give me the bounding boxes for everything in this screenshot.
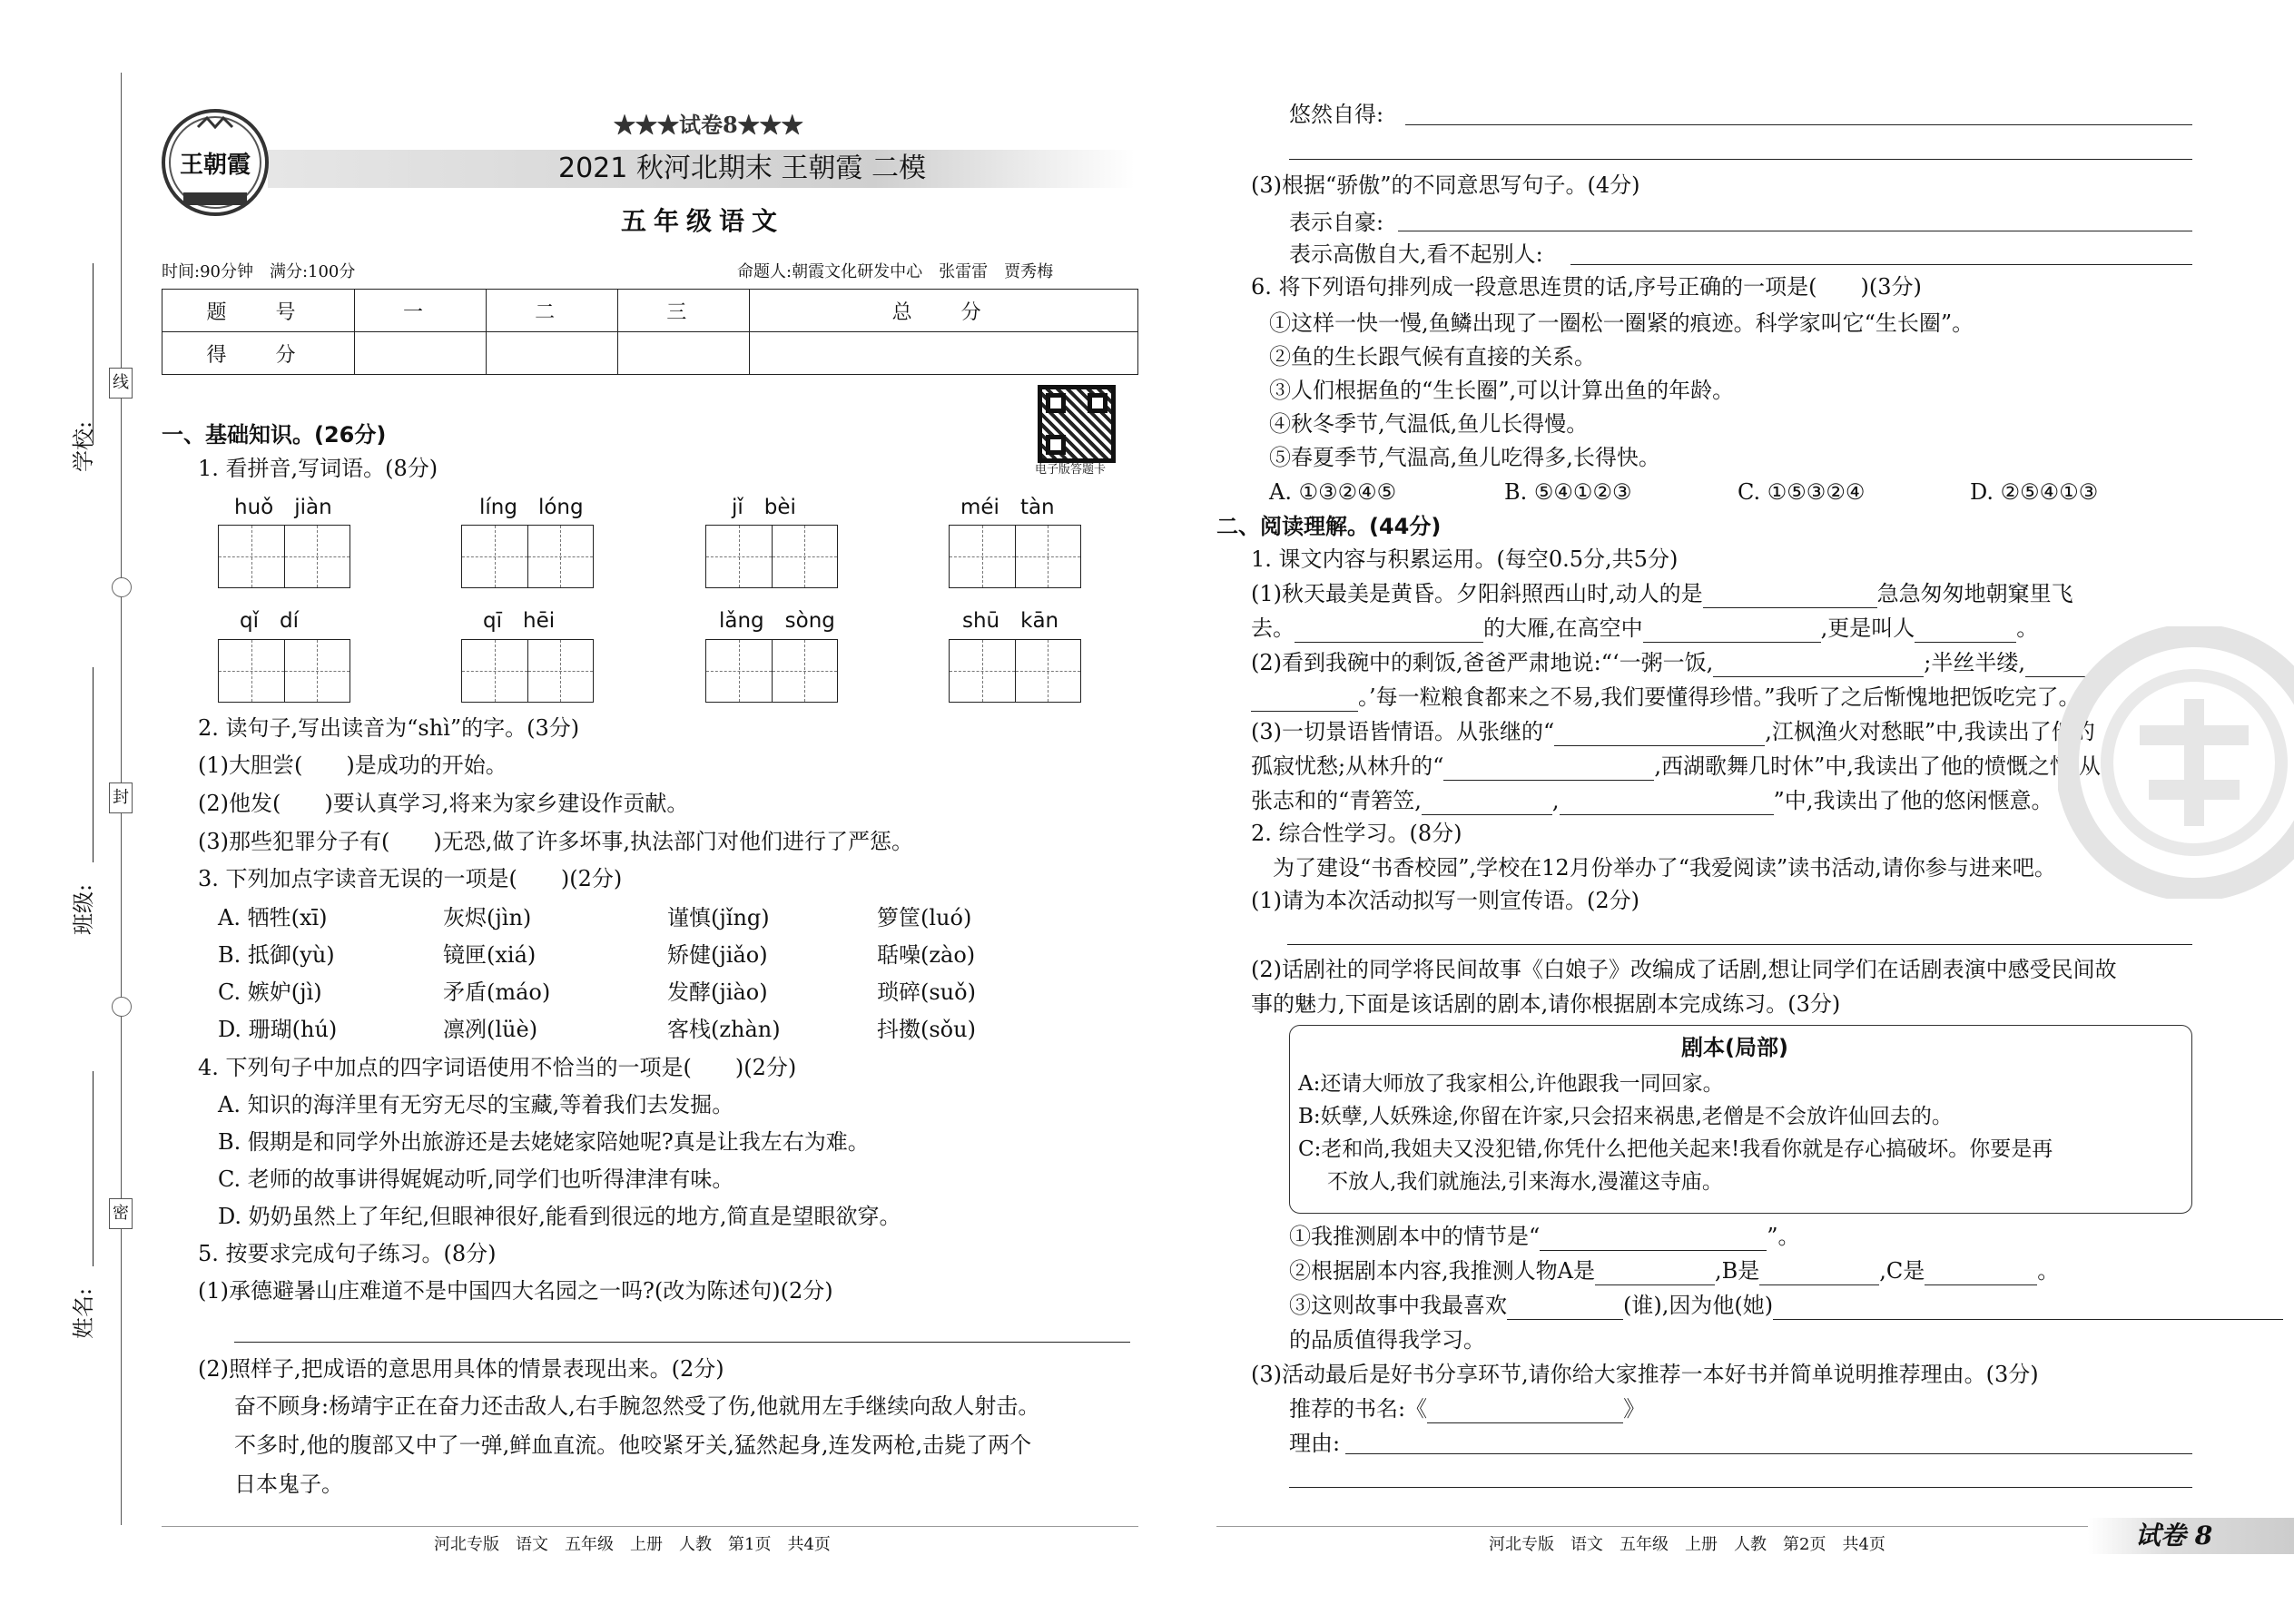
name-field[interactable] — [93, 1071, 94, 1266]
book-blank[interactable] — [1427, 1400, 1623, 1423]
writing-grid[interactable] — [705, 525, 838, 588]
paper-tag: ★★★试卷8★★★ — [614, 112, 803, 138]
time-info: 时间:90分钟 满分:100分 — [162, 262, 356, 281]
class-label: 班级: — [71, 883, 96, 935]
s2-q1-l3a: (2)看到我碗中的剩饭,爸爸严肃地说:“‘一粥一饭, — [1251, 650, 1714, 675]
q3-b-4: 聒噪(zào) — [877, 942, 976, 968]
q6-option-d: D. ②⑤④①③ — [1970, 479, 2099, 505]
q3-b-2: 镜匣(xiá) — [443, 942, 537, 968]
s2-q1-line4 — [1251, 683, 2081, 712]
book-line — [1289, 1394, 1645, 1423]
blank[interactable] — [1295, 619, 1483, 643]
pinyin-5: qǐ dí — [240, 609, 299, 633]
q1-title: 1. 看拼音,写词语。(8分) — [198, 456, 438, 481]
s2-text-b: ,B是 — [1714, 1258, 1760, 1284]
q3-b-1: B. 抵御(yù) — [218, 942, 335, 968]
blank[interactable] — [1713, 654, 1924, 677]
s2-q1-l7a: 张志和的“青箬笠, — [1251, 788, 1422, 813]
school-field[interactable] — [93, 263, 94, 445]
book-end: 》 — [1623, 1396, 1646, 1422]
book-label: 推荐的书名:《 — [1289, 1396, 1428, 1422]
q6-option-b: B. ⑤④①②③ — [1504, 479, 1632, 505]
script-line-a: A:还请大师放了我家相公,许他跟我一同回家。 — [1298, 1072, 1724, 1096]
s2-q2-p1: (1)请为本次活动拟写一则宣传语。(2分) — [1251, 888, 1639, 913]
q3-c-3: 发酵(jiào) — [667, 979, 768, 1005]
s2-q2-s1 — [1289, 1222, 1800, 1251]
reason-line-2[interactable] — [1289, 1487, 2192, 1488]
s3-text-a: ③这则故事中我最喜欢 — [1289, 1293, 1507, 1318]
blank[interactable] — [1507, 1296, 1623, 1320]
r-q3-b-line[interactable] — [1570, 264, 2192, 265]
blank[interactable] — [1773, 1296, 2283, 1320]
score-head-total: 总 分 — [750, 290, 1138, 332]
blank[interactable] — [1595, 1262, 1715, 1285]
s2-q1-l1b: 急急匆匆地朝窠里飞 — [1876, 581, 2073, 606]
q3-c-2: 矛盾(máo) — [443, 979, 551, 1005]
exam-title: 2021 秋河北期末 王朝霞 二模 — [558, 153, 926, 184]
youran-line-2[interactable] — [1289, 159, 2192, 160]
s2-text-a: ②根据剧本内容,我推测人物A是 — [1289, 1258, 1595, 1284]
logo-text: 王朝霞 — [179, 151, 251, 179]
writing-grid[interactable] — [461, 639, 594, 703]
blank[interactable] — [1643, 619, 1821, 643]
pinyin-1: huǒ jiàn — [234, 496, 332, 519]
q4-a: A. 知识的海洋里有无穷无尽的宝藏,等着我们去发掘。 — [218, 1092, 734, 1117]
s2-q1-l5b: ,江枫渔火对愁眠”中,我读出了他的 — [1765, 719, 2095, 744]
s2-text-c: ,C是 — [1879, 1258, 1925, 1284]
q6-option-a: A. ①③②④⑤ — [1269, 479, 1397, 505]
binding-hole-1 — [112, 577, 132, 597]
pinyin-7: lǎng sòng — [719, 609, 835, 633]
s2-q1-line5 — [1251, 717, 2095, 746]
q2-item-2: (2)他发( )要认真学习,将来为家乡建设作贡献。 — [198, 791, 689, 816]
school-label: 学校: — [71, 420, 96, 472]
r-q3-a-label: 表示自豪: — [1289, 210, 1384, 235]
pinyin-2: líng lóng — [479, 496, 584, 519]
blank[interactable] — [1560, 792, 1774, 815]
s2-q1-l2a: 去。 — [1251, 615, 1295, 641]
q3-c-4: 琐碎(suǒ) — [877, 979, 976, 1005]
writing-grid[interactable] — [705, 639, 838, 703]
watermark-seal-icon — [2058, 626, 2294, 899]
q5-example-1: 奋不顾身:杨靖宇正在奋力还击敌人,右手腕忽然受了伤,他就用左手继续向敌人射击。 — [234, 1393, 1040, 1419]
q2-item-3: (3)那些犯罪分子有( )无恐,做了许多坏事,执法部门对他们进行了严惩。 — [198, 829, 913, 854]
q3-a-2: 灰烬(jìn) — [443, 905, 532, 930]
youran-line-1[interactable] — [1405, 124, 2192, 125]
s2-q2-p2b: 事的魅力,下面是该话剧的剧本,请你根据剧本完成练习。(3分) — [1251, 991, 1841, 1017]
blank[interactable] — [1251, 688, 1358, 712]
score-head-1: 一 — [355, 290, 487, 332]
youran-label: 悠然自得: — [1289, 102, 1384, 127]
q6-item-1: ①这样一快一慢,鱼鳞出现了一圈松一圈紧的痕迹。科学家叫它“生长圈”。 — [1269, 310, 1974, 336]
writing-grid[interactable] — [949, 525, 1081, 588]
q5-part2: (2)照样子,把成语的意思用具体的情景表现出来。(2分) — [198, 1356, 724, 1382]
writing-grid[interactable] — [218, 525, 350, 588]
score-cell-1[interactable] — [355, 332, 487, 375]
q6-item-2: ②鱼的生长跟气候有直接的关系。 — [1269, 344, 1596, 369]
q4-c: C. 老师的故事讲得娓娓动听,同学们也听得津津有味。 — [218, 1166, 734, 1192]
q3-c-1: C. 嫉妒(jì) — [218, 979, 322, 1005]
qr-caption: 电子版答题卡 — [1035, 463, 1107, 477]
script-line-c2: 不放人,我们就施法,引来海水,漫灌这寺庙。 — [1327, 1170, 1723, 1194]
pinyin-6: qī hēi — [483, 609, 556, 633]
q6-item-4: ④秋冬季节,气温低,鱼儿长得慢。 — [1269, 411, 1589, 437]
brand-logo — [162, 109, 269, 216]
q3-title: 3. 下列加点字读音无误的一项是( )(2分) — [198, 866, 623, 891]
q3-b-3: 矫健(jiǎo) — [667, 942, 768, 968]
writing-grid[interactable] — [461, 525, 594, 588]
q3-d-1: D. 珊瑚(hú) — [218, 1017, 338, 1042]
s2-q1-l7b: , — [1551, 788, 1560, 813]
q3-d-4: 抖擞(sǒu) — [877, 1017, 976, 1042]
reason-line-1[interactable] — [1345, 1453, 2192, 1454]
s2-q1-l5a: (3)一切景语皆情语。从张继的“ — [1251, 719, 1555, 744]
script-line-c1: C:老和尚,我姐夫又没犯错,你凭什么把他关起来!我看你就是存心搞破坏。你要是再 — [1298, 1137, 2053, 1161]
binding-mark-secret: 密 — [109, 1198, 133, 1229]
class-field[interactable] — [93, 667, 94, 862]
q6-item-5: ⑤春夏季节,气温高,鱼儿吃得多,长得快。 — [1269, 445, 1660, 470]
s2-q2-s3c: 的品质值得我学习。 — [1289, 1327, 1485, 1353]
s2-q2-s2 — [1289, 1256, 2059, 1285]
blank[interactable] — [1422, 792, 1552, 815]
s2-q1-l2c: ,更是叫人 — [1820, 615, 1915, 641]
q5-answer-line-1[interactable] — [234, 1342, 1130, 1343]
blank[interactable] — [1915, 619, 2016, 643]
binding-hole-2 — [112, 997, 132, 1017]
s2-q2-title: 2. 综合性学习。(8分) — [1251, 821, 1462, 846]
s2-q1-line1 — [1251, 579, 2073, 608]
s2-q1-l6b: ,西湖歌舞几时休”中,我读出了他的愤慨之情;从 — [1654, 753, 2101, 779]
binding-mark-line: 线 — [109, 368, 133, 399]
footer-left: 河北专版 语文 五年级 上册 人教 第1页 共4页 — [434, 1535, 831, 1554]
score-cell-3[interactable] — [618, 332, 750, 375]
score-head-3: 三 — [618, 290, 750, 332]
script-line-b: B:妖孽,人妖殊途,你留在许家,只会招来祸患,老僧是不会放许仙回去的。 — [1298, 1105, 1953, 1128]
score-head-label: 题 号 — [162, 290, 355, 332]
left-page-bottom-line — [162, 1526, 1138, 1527]
binding-mark-seal: 封 — [109, 782, 133, 813]
q6-option-c: C. ①⑤③②④ — [1738, 479, 1866, 505]
footer-right: 河北专版 语文 五年级 上册 人教 第2页 共4页 — [1489, 1535, 1885, 1554]
blank[interactable] — [1443, 757, 1654, 781]
script-title: 剧本(局部) — [1681, 1035, 1788, 1060]
q4-title: 4. 下列句子中加点的四字词语使用不恰当的一项是( )(2分) — [198, 1055, 797, 1080]
s2-q1-line6 — [1251, 752, 2101, 781]
score-head-2: 二 — [487, 290, 618, 332]
reason-label: 理由: — [1289, 1431, 1341, 1456]
s2-q2-intro: 为了建设“书香校园”,学校在12月份举办了“我爱阅读”读书活动,请你参与进来吧。 — [1273, 855, 2056, 881]
blank[interactable] — [1925, 1262, 2037, 1285]
q2-item-1: (1)大胆尝( )是成功的开始。 — [198, 753, 507, 778]
section2-title: 二、阅读理解。(44分) — [1216, 514, 1442, 539]
q5-example-3: 日本鬼子。 — [234, 1471, 343, 1497]
q3-d-3: 客栈(zhàn) — [667, 1017, 781, 1042]
binding-margin — [0, 0, 145, 1624]
s2-q1-line7 — [1251, 786, 2053, 815]
slogan-line[interactable] — [1287, 944, 2192, 945]
pinyin-3: jǐ bèi — [732, 496, 796, 519]
s1-text: ①我推测剧本中的情节是“ — [1289, 1224, 1541, 1249]
q3-a-3: 谨慎(jǐng) — [667, 905, 770, 930]
subject-title: 五年级语文 — [621, 206, 785, 236]
s2-text-d: 。 — [2037, 1258, 2060, 1284]
writing-grid[interactable] — [949, 639, 1081, 703]
s2-q1-l2b: 的大雁,在高空中 — [1483, 615, 1643, 641]
s2-q2-p2a: (2)话剧社的同学将民间故事《白娘子》改编成了话剧,想让同学们在话剧表演中感受民间故 — [1251, 957, 2117, 982]
s2-q1-line2 — [1251, 614, 2038, 643]
s2-q1-l2d: 。 — [2016, 615, 2039, 641]
writing-grid[interactable] — [218, 639, 350, 703]
s2-q1-l4a: 。’每一粒粮食都来之不易,我们要懂得珍惜。”我听了之后惭愧地把饭吃完了。 — [1358, 684, 2081, 710]
score-row-label: 得 分 — [162, 332, 355, 375]
section1-title: 一、基础知识。(26分) — [162, 422, 387, 448]
q4-b: B. 假期是和同学外出旅游还是去姥姥家陪她呢?真是让我左右为难。 — [218, 1129, 870, 1155]
blank[interactable] — [1540, 1227, 1767, 1251]
s2-q1-line3 — [1251, 648, 2102, 677]
q3-a-1: A. 牺牲(xī) — [218, 905, 328, 930]
s2-q2-p3: (3)活动最后是好书分享环节,请你给大家推荐一本好书并简单说明推荐理由。(3分) — [1251, 1362, 2039, 1387]
s1-end: ”。 — [1767, 1224, 1800, 1249]
s2-q1-l1a: (1)秋天最美是黄昏。夕阳斜照西山时,动人的是 — [1251, 581, 1703, 606]
qr-code[interactable] — [1038, 385, 1116, 463]
q4-d: D. 奶奶虽然上了年纪,但眼神很好,能看到很远的地方,简直是望眼欲穿。 — [218, 1204, 901, 1229]
pinyin-8: shū kān — [962, 609, 1059, 633]
s2-q2-s3 — [1289, 1291, 2283, 1320]
q5-title: 5. 按要求完成句子练习。(8分) — [198, 1241, 497, 1266]
s2-q1-l6a: 孤寂忧愁;从林升的“ — [1251, 753, 1444, 779]
pinyin-4: méi tàn — [960, 496, 1055, 519]
score-table — [162, 289, 1138, 375]
q6-item-3: ③人们根据鱼的“生长圈”,可以计算出鱼的年龄。 — [1269, 378, 1735, 403]
s2-q1-l3b: ;半丝半缕, — [1924, 650, 2025, 675]
s3-text-b: (谁),因为他(她) — [1623, 1293, 1774, 1318]
q3-a-4: 箩筐(luó) — [877, 905, 972, 930]
footer-tag: 试卷 8 — [2135, 1521, 2213, 1550]
blank[interactable] — [1703, 585, 1877, 608]
name-label: 姓名: — [71, 1287, 96, 1339]
q3-d-2: 凛冽(lüè) — [443, 1017, 538, 1042]
s2-q1-l7c: ”中,我读出了他的悠闲惬意。 — [1773, 788, 2053, 813]
authors: 命题人:朝霞文化研发中心 张雷雷 贾秀梅 — [737, 262, 1054, 281]
r-q3-b-label: 表示高傲自大,看不起别人: — [1289, 241, 1543, 267]
s2-q1-title: 1. 课文内容与积累运用。(每空0.5分,共5分) — [1251, 546, 1679, 572]
r-q3-title: (3)根据“骄傲”的不同意思写句子。(4分) — [1251, 172, 1640, 198]
q5-part1: (1)承德避暑山庄难道不是中国四大名园之一吗?(改为陈述句)(2分) — [198, 1278, 833, 1304]
q5-example-2: 不多时,他的腹部又中了一弹,鲜血直流。他咬紧牙关,猛然起身,连发两枪,击毙了两个 — [234, 1432, 1032, 1458]
q6-title: 6. 将下列语句排列成一段意思连贯的话,序号正确的一项是( )(3分) — [1251, 274, 1922, 300]
blank[interactable] — [1759, 1262, 1879, 1285]
q2-title: 2. 读句子,写出读音为“shì”的字。(3分) — [198, 715, 580, 741]
blank[interactable] — [1554, 723, 1765, 746]
score-cell-2[interactable] — [487, 332, 618, 375]
score-cell-total[interactable] — [750, 332, 1138, 375]
